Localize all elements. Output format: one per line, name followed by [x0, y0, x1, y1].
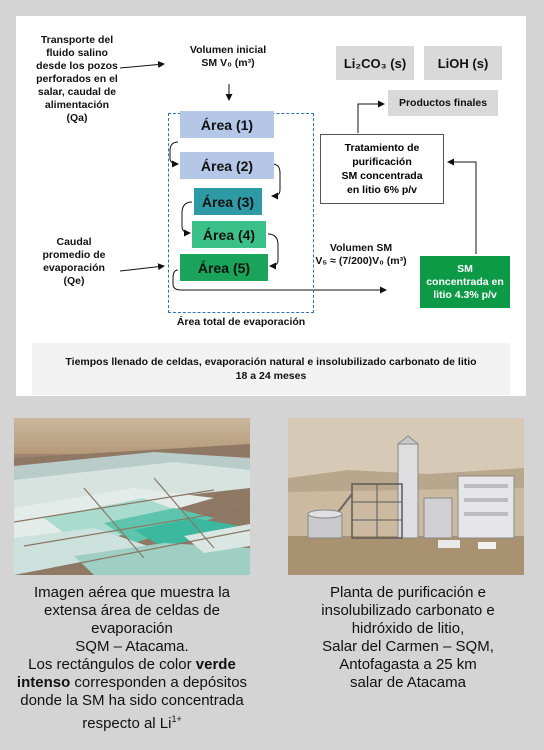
area-5-box: Área (5)	[180, 254, 268, 281]
right-caption: Planta de purificación e insolubilizado carbonato e hidróxido de litio, Salar del Carmen – SQM, Antofagasta a 25 km salar de Atacama	[321, 584, 495, 691]
arrow-sm-to-tratamiento	[448, 162, 476, 254]
caudal-evaporacion-label: Caudal promedio de evaporación (Qe)	[42, 236, 106, 287]
tratamiento-box: Tratamiento de purificación SM concentrada en litio 6% p/v	[320, 134, 444, 204]
li2co3-box: Li₂CO₃ (s)	[336, 46, 414, 80]
tiempos-box: Tiempos llenado de celdas, evaporación natural e insolubilizado carbonato de litio 18 a 24 meses	[32, 343, 510, 395]
transporte-label: Transporte del fluido salino desde los pozos perforados en el salar, caudal de alimentación (Qa)	[36, 34, 118, 124]
lioh-box: LiOH (s)	[424, 46, 502, 80]
volumen-sm-label: Volumen SM V₅ ≈ (7/200)V₀ (m³)	[315, 242, 407, 267]
arrow-caudal-evaporacion	[120, 266, 164, 271]
productos-finales-box: Productos finales	[388, 90, 498, 116]
arrow-tratamiento-to-productos	[358, 104, 384, 133]
area-2-box: Área (2)	[180, 152, 274, 179]
volumen-inicial-label: Volumen inicial SM V₀ (m³)	[189, 44, 267, 69]
area-1-box: Área (1)	[180, 111, 274, 138]
left-caption: Imagen aérea que muestra la extensa área de celdas de evaporación SQM – Atacama. Los rectángulos de color verde intenso corresponden a depósitos donde la SM ha sido concentrada respecto al $Li^{1+}$	[16, 584, 248, 732]
process-diagram-panel	[16, 16, 526, 396]
area-total-label: Área total de evaporación	[176, 316, 306, 328]
area-3-box: Área (3)	[194, 188, 262, 215]
sm-concentrada-box: SM concentrada en litio 4.3% p/v	[420, 256, 510, 308]
area-4-box: Área (4)	[192, 221, 266, 248]
aerial-ponds-photo	[14, 418, 250, 575]
plant-photo	[288, 418, 524, 575]
